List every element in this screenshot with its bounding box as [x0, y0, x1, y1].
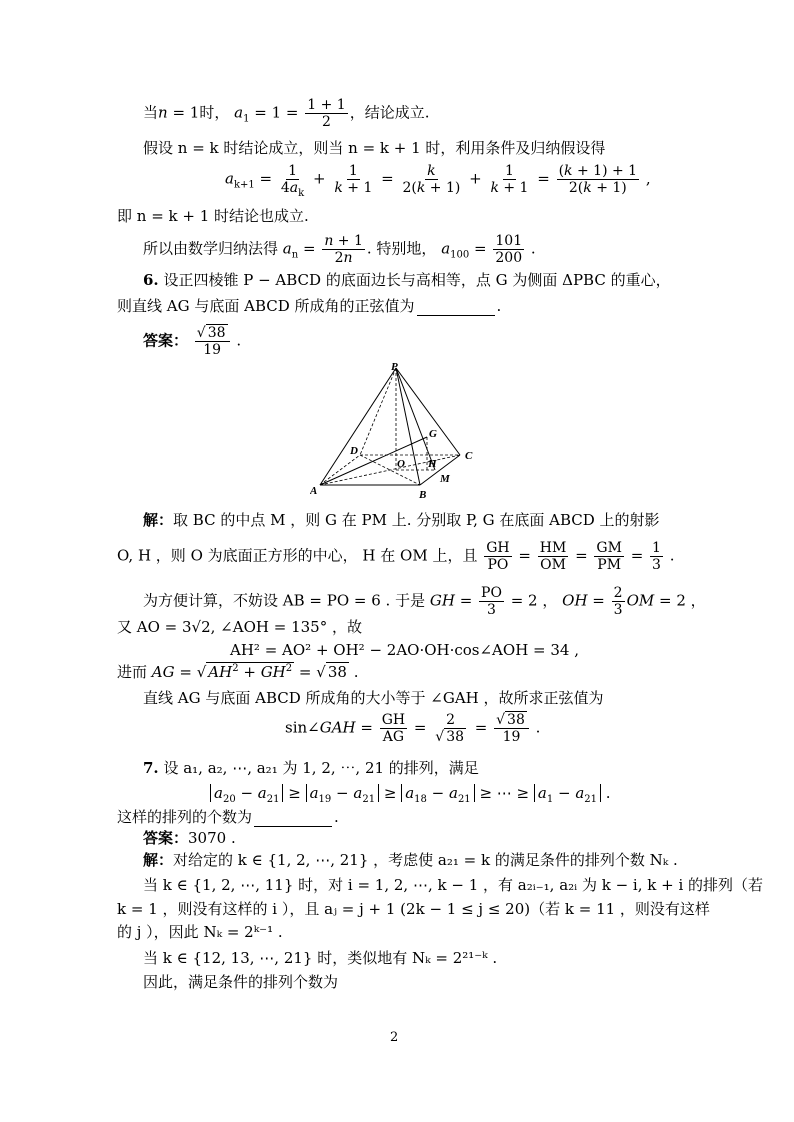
label-B: B [419, 489, 427, 500]
result-line: 所以由数学归纳法得 $a_n$ = $\frac{n + 1}{2n}$ . 特别地， $a_{100}$ = $\frac{101}{200}$ . [143, 233, 536, 266]
solution-7-line-6: 因此，满足条件的排列个数为 [143, 973, 339, 991]
answer-6: 答案： $\frac{√ 38}{19}$ . [143, 325, 242, 358]
problem-6-line-2: 则直线 AG 与底面 ABCD 所成角的正弦值为 . [117, 297, 502, 315]
solution-7-line-3: k = 1 ，则没有这样的 i ），且 aⱼ = j + 1 (2k − 1 ≤ j ≤ 20)（若 k = 11 ，则没有这样 [117, 900, 710, 918]
solution-7-line-4: 的 j ），因此 Nₖ = 2ᵏ⁻¹ . [117, 923, 283, 941]
solution-6-line-2: O, H ，则 O 为底面正方形的中心， H 在 OM 上，且 $\frac{GH}{PO}$ = $\frac{HM}{OM}$ = $\frac{GM}{PM}$ = $\frac{1}{3}$ . [117, 540, 675, 573]
problem-6-line-1: 6. 设正四棱锥 P − ABCD 的底面边长与高相等，点 G 为侧面 ΔPBC 的重心， [143, 271, 671, 289]
problem-7-inequality: $a_{20} - a_{21} \ge a_{19} - a_{21} \ge a_{18} - a_{21}$ ≥ ⋯ ≥ $a_1 - a_{21}$ . [210, 783, 611, 803]
label-D: D [350, 445, 358, 457]
conclusion-line: 即 n = k + 1 时结论也成立. [117, 207, 309, 225]
induction-hypothesis-line: 假设 n = k 时结论成立，则当 n = k + 1 时，利用条件及归纳假设得 [143, 139, 606, 157]
solution-6-line-3: 为方便计算，不妨设 AB = PO = 6 . 于是 GH = $\frac{PO}{3}$ = 2 ， OH = $\frac{2}{3}$ OM = 2 ， [143, 585, 706, 618]
label-H: H [428, 458, 437, 470]
label-P: P [391, 361, 398, 373]
solution-7-line-1: 解：对给定的 k ∈ {1, 2, ⋯, 21} ，考虑使 a₂₁ = k 的满足条件的排列个数 Nₖ . [143, 851, 678, 869]
solution-6-line-1: 解：取 BC 的中点 M ，则 G 在 PM 上. 分别取 P, G 在底面 ABCD 上的射影 [143, 511, 660, 529]
solution-7-line-2: 当 k ∈ {1, 2, ⋯, 11} 时，对 i = 1, 2, ⋯, k − 1 ，有 a₂ᵢ₋₁, a₂ᵢ 为 k − i, k + i 的排列（若 [143, 876, 764, 894]
page-number: 2 [390, 1030, 399, 1045]
pyramid-figure [310, 360, 490, 500]
problem-7-line-3: 这样的排列的个数为 . [117, 808, 339, 826]
answer-7: 答案：3070 . [143, 829, 236, 847]
label-G: G [429, 428, 437, 440]
solution-6-line-5: AH² = AO² + OH² − 2AO·OH·cos∠AOH = 34 , [230, 641, 579, 659]
label-C: C [465, 450, 473, 462]
answer-blank [417, 301, 495, 316]
solution-6-line-4: 又 AO = 3√2, ∠AOH = 135° ，故 [117, 618, 362, 636]
answer-blank-7 [254, 812, 332, 827]
solution-7-line-5: 当 k ∈ {12, 13, ⋯, 21} 时，类似地有 Nₖ = 2²¹⁻ᵏ . [143, 949, 498, 967]
recurrence-equation: $a_{k+1}$ = $\frac{1}{4a_k}$ + $\frac{1}{k + 1}$ = $\frac{k}{2(k + 1)}$ + $\frac{1}{k + 1}$ = $\frac{(k + 1) + 1}{2(k + 1)}$ , [225, 163, 651, 199]
label-A: A [310, 485, 318, 497]
base-case-line: 当n = 1时， $a_1 = 1$ = $\frac{1 + 1}{2}$ ，结论成立. [143, 97, 430, 130]
label-O: O [397, 458, 405, 470]
solution-6-result: sin∠GAH = $\frac{GH}{AG}$ = $\frac{2}{√ 38}$ = $\frac{√ 38}{19}$ . [285, 712, 541, 745]
problem-7-line-1: 7. 设 a₁, a₂, ⋯, a₂₁ 为 1, 2, ⋯, 21 的排列，满足 [143, 759, 479, 777]
label-M: M [440, 473, 450, 485]
solution-6-line-7: 直线 AG 与底面 ABCD 所成角的大小等于 ∠GAH ，故所求正弦值为 [143, 689, 604, 707]
solution-6-line-6: 进而 AG = √ $AH^2 + GH^2$ = √ 38 . [117, 663, 359, 681]
